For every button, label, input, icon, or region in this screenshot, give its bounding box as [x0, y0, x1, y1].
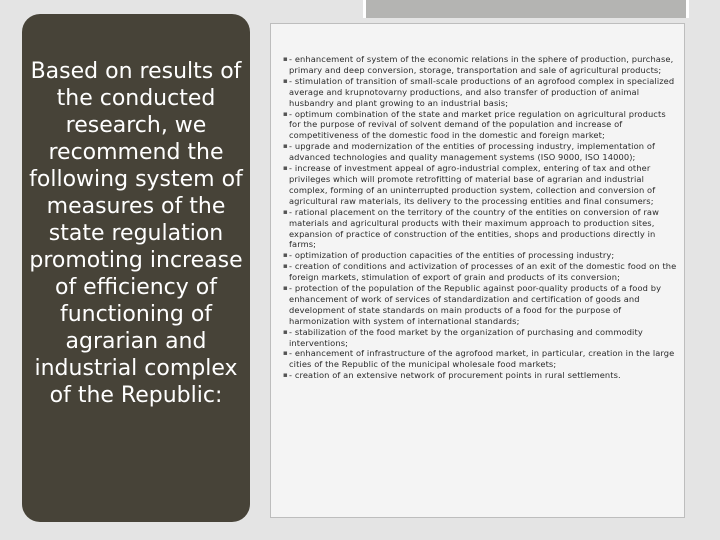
- top-decorative-tab: [363, 0, 689, 18]
- list-item: ▪ - enhancement of system of the economic relations in the sphere of production, purchase, primary and deep conversion, storage, transportation and sale of agricultural products;: [283, 54, 679, 76]
- list-item: ▪ - rational placement on the territory of the country of the entities on conversion of raw materials and agricultural products with their maximum approach to production sites, expansion of practice of construction of the entities, shops and productions directly in farms;: [283, 207, 679, 251]
- left-panel-text: Based on results of the conducted research, we recommend the following system of measures of the state regulation promoting increase of efficiency of functioning of agrarian and industrial complex of the Republic:: [29, 59, 243, 408]
- list-item: ▪ - stabilization of the food market by the organization of purchasing and commodity interventions;: [283, 327, 679, 349]
- list-item: ▪ - optimization of production capacities of the entities of processing industry;: [283, 250, 679, 261]
- list-item: ▪ - stimulation of transition of small-scale productions of an agrofood complex in specialized average and krupnotovarny productions, and also transfer of production of animal husbandry and plant growing to an industrial basis;: [283, 76, 679, 109]
- list-item: ▪ - creation of an extensive network of procurement points in rural settlements.: [283, 370, 679, 381]
- list-item: ▪ - increase of investment appeal of agro-industrial complex, entering of tax and other privileges which will promote retrofitting of material base of agrarian and industrial complex, forming of an uninterrupted production system, collection and conversion of agricultural raw materials, its delivery to the processing entities and final consumers;: [283, 163, 679, 207]
- list-item: ▪ - enhancement of infrastructure of the agrofood market, in particular, creation in the large cities of the Republic of the municipal wholesale food markets;: [283, 348, 679, 370]
- list-item: ▪ - creation of conditions and activization of processes of an exit of the domestic food on the foreign markets, stimulation of export of grain and products of its conversion;: [283, 261, 679, 283]
- list-item: ▪ - optimum combination of the state and market price regulation on agricultural products for the purpose of revival of solvent demand of the population and increase of competitiveness of the domestic food in the domestic and foreign market;: [283, 109, 679, 142]
- list-item: ▪ - protection of the population of the Republic against poor-quality products of a food by enhancement of work of services of standardization and certification of goods and development of state standards on main products of a food for the purpose of harmonization with system of international standards;: [283, 283, 679, 327]
- list-item: ▪ - upgrade and modernization of the entities of processing industry, implementation of advanced technologies and quality management systems (ISO 9000, ISO 14000);: [283, 141, 679, 163]
- measures-list: [283, 54, 679, 381]
